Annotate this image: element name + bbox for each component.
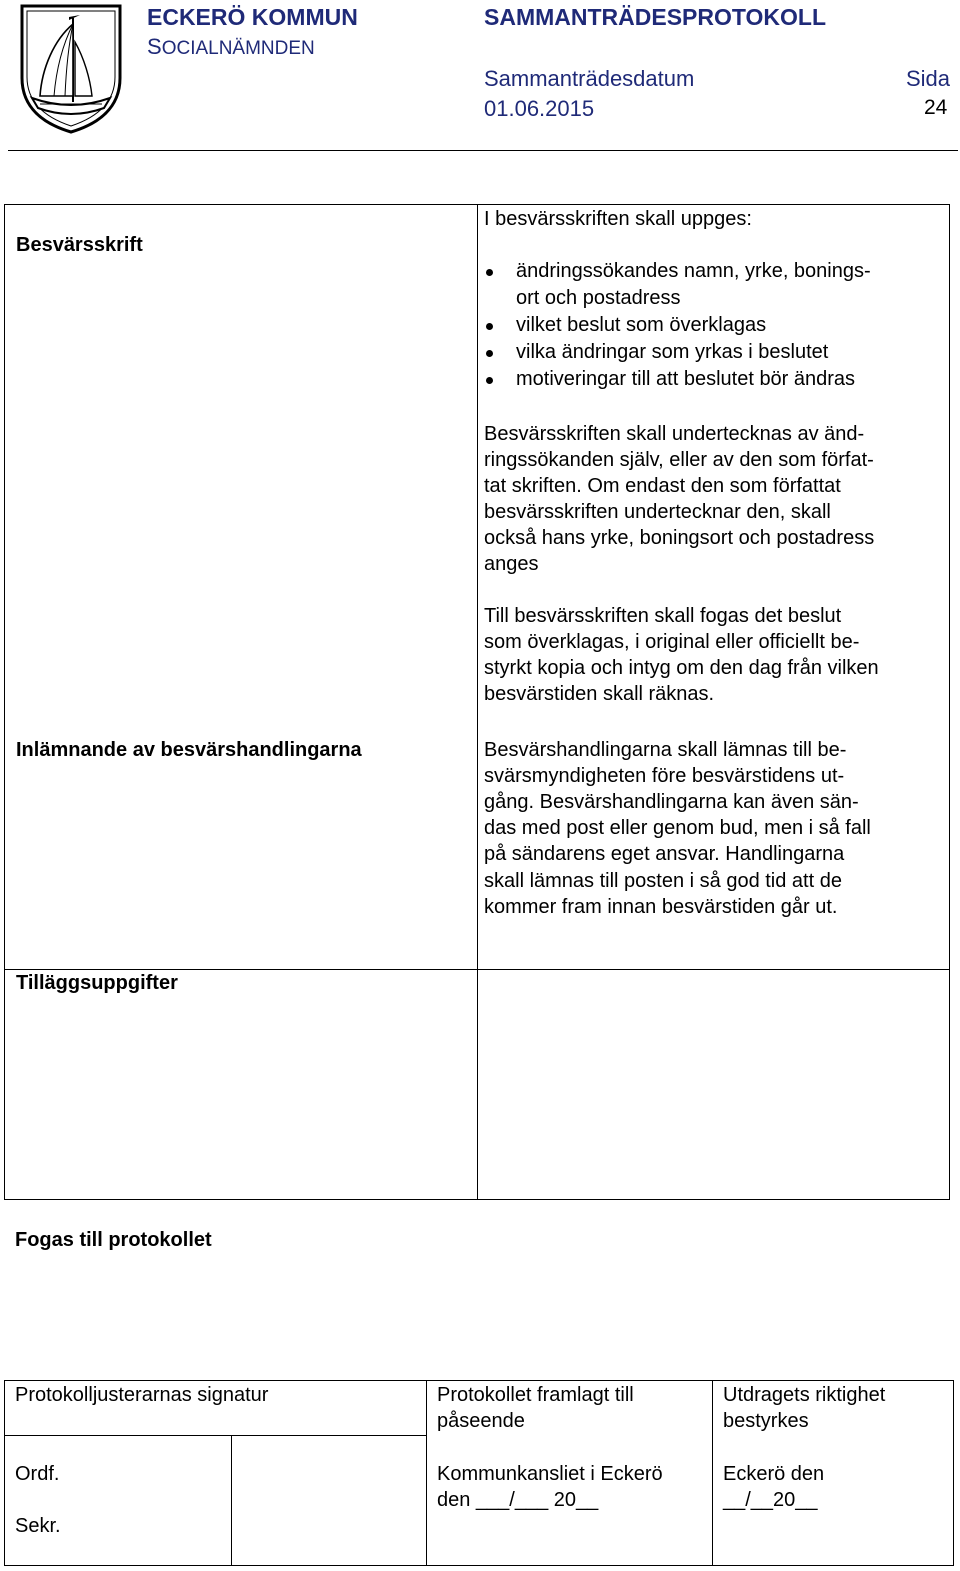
- row-divider: [5, 1435, 426, 1436]
- header-divider: [8, 150, 958, 151]
- paragraph-line: tat skriften. Om endast den som författat: [484, 475, 841, 497]
- meeting-date-label: Sammanträdesdatum: [484, 66, 695, 91]
- paragraph-line: styrkt kopia och intyg om den dag från vilken: [484, 657, 879, 679]
- paragraph-line: kommer fram innan besvärstiden går ut.: [484, 896, 838, 918]
- paragraph-line: också hans yrke, boningsort och postadress: [484, 527, 875, 549]
- column-divider: [712, 1381, 713, 1565]
- municipal-crest-logo: [18, 2, 124, 134]
- row-divider: [5, 969, 949, 970]
- page-label: Sida: [906, 66, 951, 91]
- chair-label: Ordf.: [15, 1463, 60, 1485]
- displayed-header-line: Protokollet framlagt till: [437, 1384, 634, 1406]
- column-divider: [231, 1435, 232, 1565]
- displayed-date-field: den ___/___ 20__: [437, 1489, 599, 1511]
- paragraph-line: Besvärsskriften skall undertecknas av änd-: [484, 423, 865, 445]
- list-item-line: vilka ändringar som yrkas i beslutet: [516, 341, 829, 363]
- paragraph-line: anges: [484, 553, 539, 575]
- certified-header-line: Utdragets riktighet: [723, 1384, 886, 1406]
- secretary-label: Sekr.: [15, 1515, 61, 1537]
- certified-date-field: __/__20__: [723, 1489, 818, 1511]
- besvarsskrift-label: Besvärsskrift: [16, 234, 143, 256]
- paragraph-line: svärsmyndigheten före besvärstidens ut-: [484, 765, 845, 787]
- municipality-name: ECKERÖ KOMMUN: [147, 4, 358, 30]
- bullet-icon: [486, 377, 493, 384]
- paragraph-line: på sändarens eget ansvar. Handlingarna: [484, 843, 845, 865]
- list-item-line: ort och postadress: [516, 287, 681, 309]
- paragraph-line: Till besvärsskriften skall fogas det beslut: [484, 605, 842, 627]
- paragraph-line: ringssökanden själv, eller av den som förfat-: [484, 449, 874, 471]
- signature-header: Protokolljusterarnas signatur: [15, 1384, 269, 1406]
- bullet-icon: [486, 269, 493, 276]
- paragraph-line: gång. Besvärshandlingarna kan även sän-: [484, 791, 859, 813]
- paragraph-line: das med post eller genom bud, men i så fall: [484, 817, 871, 839]
- bullet-icon: [486, 350, 493, 357]
- inlamnande-label: Inlämnande av besvärshandlingarna: [16, 739, 362, 761]
- list-item-line: ändringssökandes namn, yrke, bonings-: [516, 260, 871, 282]
- certified-location: Eckerö den: [723, 1463, 825, 1485]
- document-type: SAMMANTRÄDESPROTOKOLL: [484, 4, 827, 30]
- committee-name: SOCIALNÄMNDEN: [147, 34, 315, 59]
- column-divider: [477, 205, 478, 1200]
- bullet-icon: [486, 323, 493, 330]
- certified-header-line: bestyrkes: [723, 1410, 809, 1432]
- page-number: 24: [924, 96, 948, 119]
- paragraph-line: besvärstiden skall räknas.: [484, 683, 715, 705]
- paragraph-line: Besvärshandlingarna skall lämnas till be-: [484, 739, 847, 761]
- displayed-header-line: påseende: [437, 1410, 525, 1432]
- attachment-heading: Fogas till protokollet: [15, 1229, 212, 1251]
- column-divider: [426, 1381, 427, 1565]
- paragraph-line: besvärsskriften undertecknar den, skall: [484, 501, 831, 523]
- displayed-location: Kommunkansliet i Eckerö: [437, 1463, 663, 1485]
- list-item-line: vilket beslut som överklagas: [516, 314, 767, 336]
- meeting-date: 01.06.2015: [484, 96, 595, 121]
- tillagg-label: Tilläggsuppgifter: [16, 972, 178, 994]
- paragraph-line: som överklagas, i original eller officiellt be-: [484, 631, 860, 653]
- list-item-line: motiveringar till att beslutet bör ändras: [516, 368, 856, 390]
- paragraph-line: skall lämnas till posten i så god tid att de: [484, 870, 842, 892]
- besvarsskrift-intro: I besvärsskriften skall uppges:: [484, 208, 752, 230]
